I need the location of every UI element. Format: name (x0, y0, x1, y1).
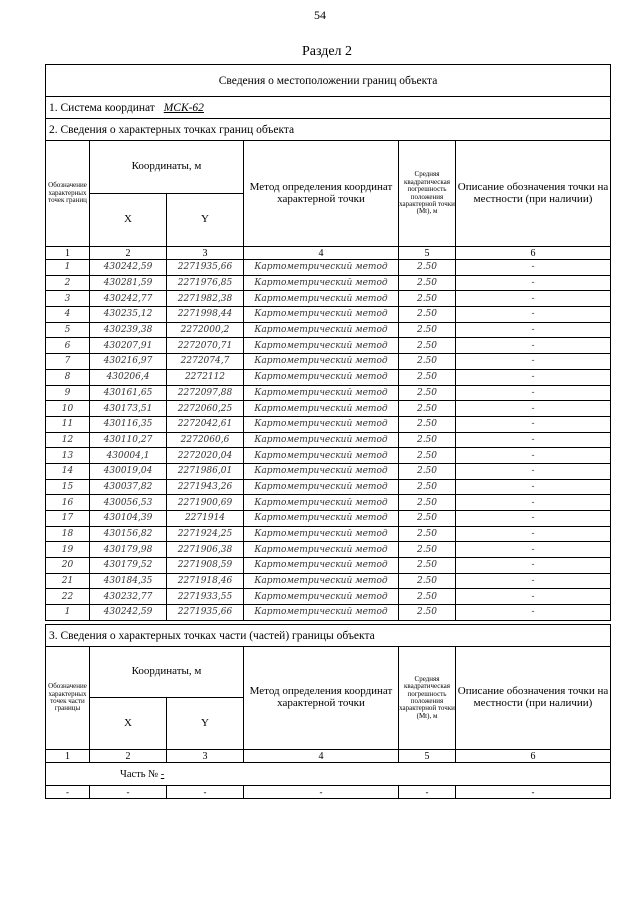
column-number: 2 (90, 247, 167, 260)
column-number: 4 (244, 247, 399, 260)
point-method-cell: Картометрический метод (244, 401, 399, 417)
column-number: 1 (46, 247, 90, 260)
point-x-cell: 430184,35 (90, 573, 167, 589)
header-accuracy: Средняя квадратическая погрешность положения характерной точки (Mt), м (399, 141, 456, 247)
coordinate-system-value: МСК-62 (163, 101, 204, 114)
table-row (46, 432, 611, 448)
column-number: 4 (244, 750, 399, 763)
point-y-cell: 2272060,25 (167, 401, 244, 417)
point-n-cell: 22 (46, 589, 90, 605)
point-method-cell: Картометрический метод (244, 511, 399, 527)
point-method-cell: Картометрический метод (244, 573, 399, 589)
table-row (46, 448, 611, 464)
point-desc-cell: - (456, 275, 611, 291)
point-mt-cell: 2.50 (399, 338, 456, 354)
table-row (46, 338, 611, 354)
point-method-cell: Картометрический метод (244, 369, 399, 385)
point-mt-cell: 2.50 (399, 605, 456, 621)
point-y-cell: 2271976,85 (167, 275, 244, 291)
point-mt-cell: 2.50 (399, 495, 456, 511)
header-method: Метод определения координат характерной точки (244, 141, 399, 247)
table-row (46, 479, 611, 495)
point-method-cell: Картометрический метод (244, 354, 399, 370)
point-method-cell: Картометрический метод (244, 291, 399, 307)
part-cell: - (399, 786, 456, 799)
point-mt-cell: 2.50 (399, 448, 456, 464)
point-desc-cell: - (456, 307, 611, 323)
point-n-cell: 17 (46, 511, 90, 527)
point-y-cell: 2271918,46 (167, 573, 244, 589)
point-method-cell: Картометрический метод (244, 589, 399, 605)
column-number: 3 (167, 247, 244, 260)
point-x-cell: 430242,77 (90, 291, 167, 307)
part-cell: - (46, 786, 90, 799)
parts-header-accuracy: Средняя квадратическая погрешность положения характерной точки (Mt), м (399, 647, 456, 750)
parts-section-row (46, 625, 611, 647)
point-y-cell: 2272097,88 (167, 385, 244, 401)
parts-header-row-1 (46, 647, 611, 698)
table-row (46, 291, 611, 307)
point-y-cell: 2272000,2 (167, 322, 244, 338)
point-method-cell: Картометрический метод (244, 526, 399, 542)
point-x-cell: 430242,59 (90, 605, 167, 621)
point-mt-cell: 2.50 (399, 260, 456, 276)
point-x-cell: 430156,82 (90, 526, 167, 542)
point-n-cell: 4 (46, 307, 90, 323)
column-number: 2 (90, 750, 167, 763)
table-row (46, 416, 611, 432)
table-row (46, 558, 611, 574)
point-mt-cell: 2.50 (399, 526, 456, 542)
point-y-cell: 2271935,66 (167, 605, 244, 621)
point-n-cell: 1 (46, 605, 90, 621)
point-x-cell: 430242,59 (90, 260, 167, 276)
point-mt-cell: 2.50 (399, 463, 456, 479)
point-desc-cell: - (456, 354, 611, 370)
point-desc-cell: - (456, 369, 611, 385)
point-x-cell: 430216,97 (90, 354, 167, 370)
points-section-label: 2. Сведения о характерных точках границ объекта (46, 119, 611, 141)
point-desc-cell: - (456, 260, 611, 276)
parts-section-label: 3. Сведения о характерных точках части (частей) границы объекта (46, 625, 611, 647)
point-n-cell: 19 (46, 542, 90, 558)
point-method-cell: Картометрический метод (244, 558, 399, 574)
point-method-cell: Картометрический метод (244, 605, 399, 621)
parts-header-y: Y (167, 698, 244, 750)
point-n-cell: 8 (46, 369, 90, 385)
header-x: X (90, 194, 167, 247)
point-x-cell: 430104,39 (90, 511, 167, 527)
part-cell: - (456, 786, 611, 799)
table-row (46, 401, 611, 417)
point-x-cell: 430037,82 (90, 479, 167, 495)
point-x-cell: 430110,27 (90, 432, 167, 448)
point-mt-cell: 2.50 (399, 307, 456, 323)
point-mt-cell: 2.50 (399, 511, 456, 527)
point-method-cell: Картометрический метод (244, 432, 399, 448)
point-x-cell: 430004,1 (90, 448, 167, 464)
point-x-cell: 430235,12 (90, 307, 167, 323)
point-desc-cell: - (456, 448, 611, 464)
table-row (46, 369, 611, 385)
point-n-cell: 16 (46, 495, 90, 511)
point-method-cell: Картометрический метод (244, 416, 399, 432)
point-mt-cell: 2.50 (399, 291, 456, 307)
point-n-cell: 15 (46, 479, 90, 495)
point-x-cell: 430179,52 (90, 558, 167, 574)
point-y-cell: 2271998,44 (167, 307, 244, 323)
coordinate-system-label: 1. Система координат (49, 101, 155, 114)
point-y-cell: 2271986,01 (167, 463, 244, 479)
point-method-cell: Картометрический метод (244, 260, 399, 276)
point-mt-cell: 2.50 (399, 369, 456, 385)
point-n-cell: 13 (46, 448, 90, 464)
point-desc-cell: - (456, 416, 611, 432)
point-desc-cell: - (456, 558, 611, 574)
point-mt-cell: 2.50 (399, 401, 456, 417)
point-y-cell: 2271908,59 (167, 558, 244, 574)
point-y-cell: 2272074,7 (167, 354, 244, 370)
column-number: 3 (167, 750, 244, 763)
point-n-cell: 11 (46, 416, 90, 432)
point-x-cell: 430232,77 (90, 589, 167, 605)
table-row (46, 354, 611, 370)
point-x-cell: 430239,38 (90, 322, 167, 338)
point-y-cell: 2271906,38 (167, 542, 244, 558)
point-n-cell: 18 (46, 526, 90, 542)
point-n-cell: 20 (46, 558, 90, 574)
point-n-cell: 1 (46, 260, 90, 276)
point-y-cell: 2271935,66 (167, 260, 244, 276)
point-mt-cell: 2.50 (399, 385, 456, 401)
table-row (46, 260, 611, 276)
column-number: 6 (456, 247, 611, 260)
point-desc-cell: - (456, 605, 611, 621)
point-n-cell: 2 (46, 275, 90, 291)
point-x-cell: 430019,04 (90, 463, 167, 479)
point-n-cell: 9 (46, 385, 90, 401)
point-desc-cell: - (456, 338, 611, 354)
point-n-cell: 5 (46, 322, 90, 338)
part-label: Часть № (120, 768, 159, 780)
point-n-cell: 10 (46, 401, 90, 417)
point-y-cell: 2272042,61 (167, 416, 244, 432)
point-method-cell: Картометрический метод (244, 448, 399, 464)
point-y-cell: 2271982,38 (167, 291, 244, 307)
point-method-cell: Картометрический метод (244, 307, 399, 323)
point-method-cell: Картометрический метод (244, 542, 399, 558)
point-desc-cell: - (456, 322, 611, 338)
point-method-cell: Картометрический метод (244, 338, 399, 354)
point-mt-cell: 2.50 (399, 558, 456, 574)
coordinate-system-row (46, 97, 611, 119)
point-mt-cell: 2.50 (399, 479, 456, 495)
point-x-cell: 430179,98 (90, 542, 167, 558)
table-row (46, 495, 611, 511)
table-row (46, 275, 611, 291)
point-desc-cell: - (456, 291, 611, 307)
point-mt-cell: 2.50 (399, 322, 456, 338)
point-desc-cell: - (456, 463, 611, 479)
point-method-cell: Картометрический метод (244, 495, 399, 511)
point-n-cell: 14 (46, 463, 90, 479)
point-mt-cell: 2.50 (399, 432, 456, 448)
point-y-cell: 2272070,71 (167, 338, 244, 354)
table-row (46, 573, 611, 589)
part-data-row (46, 786, 611, 799)
part-cell: - (90, 786, 167, 799)
table-title-row (46, 65, 611, 97)
header-row-1 (46, 141, 611, 194)
point-x-cell: 430281,59 (90, 275, 167, 291)
header-description: Описание обозначения точки на местности (при наличии) (456, 141, 611, 247)
point-mt-cell: 2.50 (399, 275, 456, 291)
column-number: 5 (399, 750, 456, 763)
header-coordinates: Координаты, м (90, 141, 244, 194)
point-desc-cell: - (456, 432, 611, 448)
part-cell: - (167, 786, 244, 799)
point-desc-cell: - (456, 495, 611, 511)
point-y-cell: 2272060,6 (167, 432, 244, 448)
point-method-cell: Картометрический метод (244, 275, 399, 291)
page-number: 54 (314, 8, 326, 22)
point-y-cell: 2272112 (167, 369, 244, 385)
point-n-cell: 3 (46, 291, 90, 307)
parts-header-coordinates: Координаты, м (90, 647, 244, 698)
point-y-cell: 2271900,69 (167, 495, 244, 511)
point-y-cell: 2271914 (167, 511, 244, 527)
parts-table (45, 624, 611, 799)
point-desc-cell: - (456, 573, 611, 589)
point-desc-cell: - (456, 511, 611, 527)
point-mt-cell: 2.50 (399, 589, 456, 605)
section-title: Раздел 2 (301, 44, 353, 59)
table-row (46, 463, 611, 479)
parts-header-method: Метод определения координат характерной точки (244, 647, 399, 750)
table-row (46, 511, 611, 527)
point-y-cell: 2271943,26 (167, 479, 244, 495)
point-desc-cell: - (456, 526, 611, 542)
parts-column-numbers-row (46, 750, 611, 763)
table-row (46, 385, 611, 401)
point-desc-cell: - (456, 589, 611, 605)
point-n-cell: 21 (46, 573, 90, 589)
parts-header-description: Описание обозначения точки на местности (при наличии) (456, 647, 611, 750)
table-row (46, 526, 611, 542)
header-point-designation: Обозначение характерных точек границ (46, 141, 90, 247)
table-row (46, 322, 611, 338)
boundary-table (45, 64, 611, 621)
point-x-cell: 430206,4 (90, 369, 167, 385)
point-y-cell: 2272020,04 (167, 448, 244, 464)
column-number: 5 (399, 247, 456, 260)
point-desc-cell: - (456, 401, 611, 417)
point-method-cell: Картометрический метод (244, 479, 399, 495)
point-n-cell: 7 (46, 354, 90, 370)
part-label-row (46, 763, 611, 786)
points-section-row (46, 119, 611, 141)
part-cell: - (244, 786, 399, 799)
part-number: - (160, 768, 165, 780)
point-desc-cell: - (456, 479, 611, 495)
point-x-cell: 430116,35 (90, 416, 167, 432)
table-row (46, 605, 611, 621)
point-method-cell: Картометрический метод (244, 463, 399, 479)
point-method-cell: Картометрический метод (244, 322, 399, 338)
point-method-cell: Картометрический метод (244, 385, 399, 401)
column-number: 6 (456, 750, 611, 763)
parts-header-point-designation: Обозначение характерных точек части границы (46, 647, 90, 750)
point-x-cell: 430056,53 (90, 495, 167, 511)
point-y-cell: 2271933,55 (167, 589, 244, 605)
point-mt-cell: 2.50 (399, 573, 456, 589)
point-mt-cell: 2.50 (399, 542, 456, 558)
point-n-cell: 6 (46, 338, 90, 354)
point-desc-cell: - (456, 385, 611, 401)
table-row (46, 307, 611, 323)
header-y: Y (167, 194, 244, 247)
point-mt-cell: 2.50 (399, 416, 456, 432)
point-n-cell: 12 (46, 432, 90, 448)
point-x-cell: 430161,65 (90, 385, 167, 401)
table-row (46, 542, 611, 558)
point-desc-cell: - (456, 542, 611, 558)
point-y-cell: 2271924,25 (167, 526, 244, 542)
table-title: Сведения о местоположении границ объекта (46, 65, 611, 97)
table-row (46, 589, 611, 605)
parts-header-x: X (90, 698, 167, 750)
column-number: 1 (46, 750, 90, 763)
column-numbers-row (46, 247, 611, 260)
point-x-cell: 430173,51 (90, 401, 167, 417)
point-x-cell: 430207,91 (90, 338, 167, 354)
point-mt-cell: 2.50 (399, 354, 456, 370)
